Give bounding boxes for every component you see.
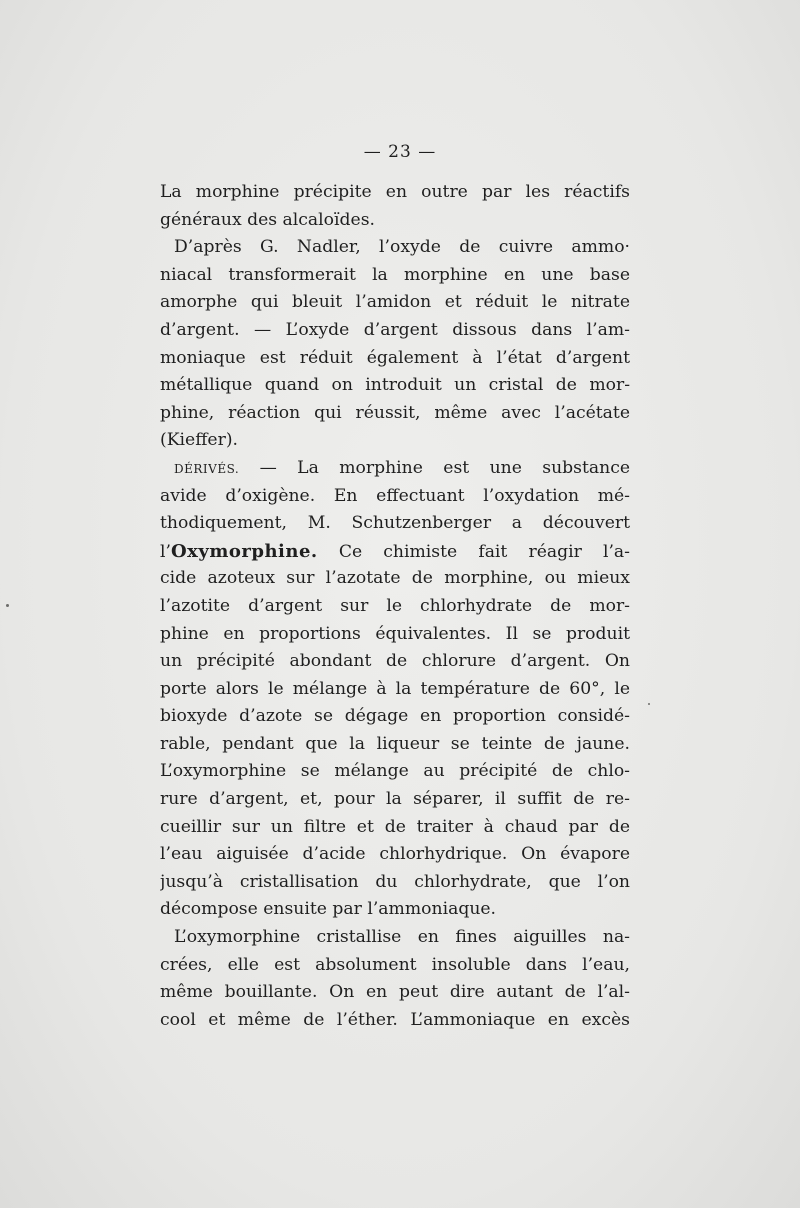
- text-line: cide azoteux sur l’azotate de morphine, ou mieux: [160, 568, 630, 589]
- text-line: (Kieffer).: [160, 430, 238, 451]
- text-line: phine en proportions équivalentes. Il se produit: [160, 623, 630, 644]
- page-number: — 23 —: [363, 142, 437, 162]
- text-fragment: Ce chimiste fait réagir l’a-: [338, 541, 630, 562]
- text-line: décompose ensuite par l’ammoniaque.: [160, 899, 497, 920]
- text-line: jusqu’à cristallisation du chlorhydrate, que l’on: [160, 871, 630, 892]
- text-fragment: — La morphine est une substance: [259, 457, 630, 478]
- text-line: l’azotite d’argent sur le chlorhydrate de mor-: [160, 595, 630, 616]
- text-line: D’après G. Nadler, l’oxyde de cuivre ammo·: [174, 237, 630, 258]
- paper-speck: [6, 604, 9, 607]
- body-text: [160, 179, 630, 1034]
- text-line: niacal transformerait la morphine en une base: [160, 264, 630, 285]
- text-line: l’eau aiguisée d’acide chlorhydrique. On évapore: [160, 844, 630, 865]
- text-line: [160, 455, 630, 483]
- text-line: porte alors le mélange à la température de 60°, le: [160, 678, 630, 699]
- text-fragment: l’: [160, 541, 171, 562]
- text-line: La morphine précipite en outre par les réactifs: [160, 182, 630, 202]
- text-line: généraux des alcaloïdes.: [160, 209, 375, 230]
- text-line: même bouillante. On en peut dire autant de l’al-: [160, 982, 630, 1003]
- text-line: cueillir sur un filtre et de traiter à chaud par de: [160, 816, 630, 837]
- text-line: métallique quand on introduit un cristal de mor-: [160, 375, 630, 396]
- text-line: d’argent. — L’oxyde d’argent dissous dans l’am-: [160, 319, 630, 340]
- highlighted-term: Oxymorphine.: [170, 540, 318, 562]
- text-line: phine, réaction qui réussit, même avec l’acétate: [160, 402, 630, 423]
- text-line: cool et même de l’éther. L’ammoniaque en excès: [160, 1009, 630, 1030]
- section-heading: DÉRIVÉS.: [174, 461, 240, 476]
- text-line: avide d’oxigène. En effectuant l’oxydation mé-: [160, 485, 630, 506]
- paper-speck: [648, 703, 650, 705]
- text-line: [160, 538, 630, 566]
- text-line: un précipité abondant de chlorure d’argent. On: [160, 651, 630, 672]
- text-line: crées, elle est absolument insoluble dans l’eau,: [160, 954, 630, 975]
- text-line: L’oxymorphine se mélange au précipité de chlo-: [160, 761, 630, 782]
- text-line: L’oxymorphine cristallise en fines aiguilles na-: [174, 927, 630, 948]
- text-line: thodiquement, M. Schutzenberger a découvert: [160, 513, 630, 534]
- text-line: rure d’argent, et, pour la séparer, il suffit de re-: [160, 789, 630, 810]
- text-line: rable, pendant que la liqueur se teinte de jaune.: [160, 733, 630, 754]
- text-line: amorphe qui bleuit l’amidon et réduit le nitrate: [160, 292, 630, 313]
- text-line: bioxyde d’azote se dégage en proportion considé-: [160, 706, 630, 727]
- text-line: moniaque est réduit également à l’état d’argent: [160, 347, 630, 368]
